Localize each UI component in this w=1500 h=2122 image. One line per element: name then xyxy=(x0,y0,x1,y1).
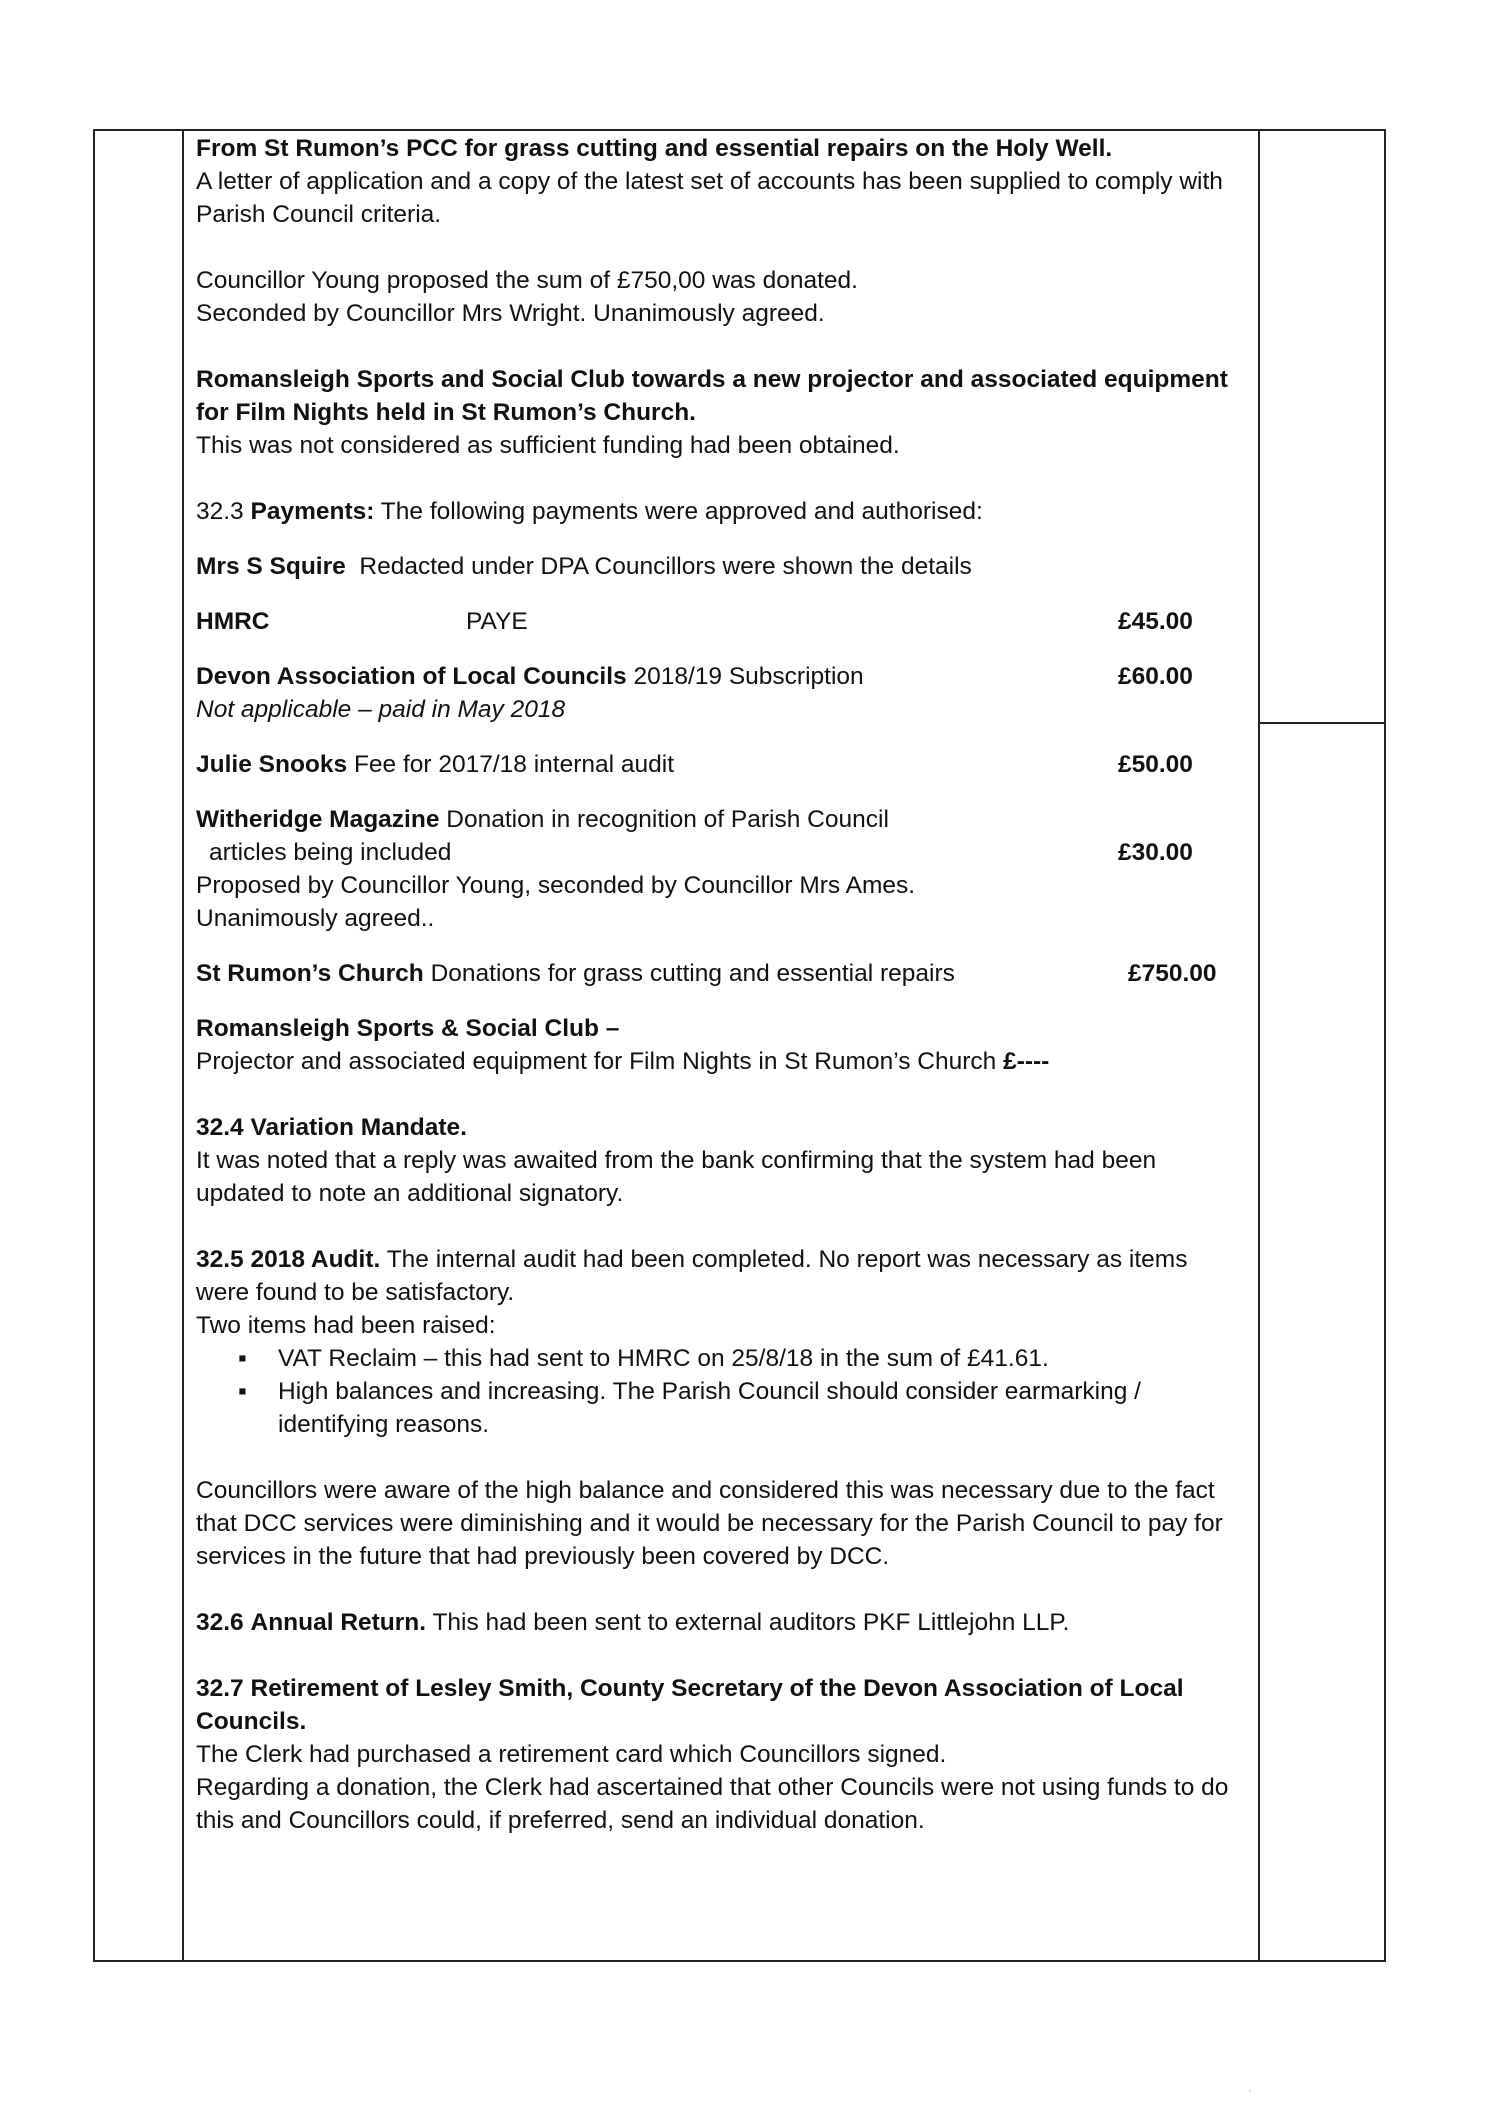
audit-items-intro: Two items had been raised: xyxy=(196,1312,496,1339)
payment-row-witheridge xyxy=(196,803,1246,836)
variation-text: It was noted that a reply was awaited from the bank confirming that the system had been updated to note an additional signatory. xyxy=(196,1147,1157,1207)
audit-bullets xyxy=(238,1342,1246,1441)
audit-para: 32.5 2018 Audit. The internal audit had been completed. No report was necessary as items were found to be satisfactory. xyxy=(196,1246,1188,1306)
audit-followup: Councillors were aware of the high balance and considered this was necessary due to the fact that DCC services were diminishing and it would be necessary for the Parish Council to pay for services in the future that had previously been covered by DCC. xyxy=(196,1477,1223,1570)
club-payee: Romansleigh Sports & Social Club – xyxy=(196,1015,620,1042)
payment-row-club xyxy=(196,1045,1246,1078)
payment-row-dalc xyxy=(196,660,1246,693)
payment-desc: Donations for grass cutting and essential repairs xyxy=(430,960,955,987)
payment-desc: Redacted under DPA Councillors were shown the details xyxy=(359,553,972,580)
pcc-seconded: Seconded by Councillor Mrs Wright. Unanimously agreed. xyxy=(196,300,825,327)
payment-desc-cont: articles being included xyxy=(209,839,452,866)
payment-row-church xyxy=(196,957,1246,990)
club-heading: Romansleigh Sports and Social Club towards a new projector and associated equipment for Film Nights held in St Rumon’s Church. xyxy=(196,366,1228,426)
payment-row-squire xyxy=(196,550,1246,583)
payment-amount: £60.00 xyxy=(1118,663,1193,690)
payment-note: Not applicable – paid in May 2018 xyxy=(196,696,566,723)
payee: HMRC xyxy=(196,608,270,635)
variation-heading: 32.4 Variation Mandate. xyxy=(196,1114,467,1141)
payment-desc: Fee for 2017/18 internal audit xyxy=(353,751,675,778)
retirement-text2: Regarding a donation, the Clerk had ascertained that other Councils were not using funds to do this and Councillors could, if preferred, send an individual donation. xyxy=(196,1774,1229,1834)
payee: Mrs S Squire xyxy=(196,553,346,580)
payment-row-hmrc xyxy=(196,605,1246,638)
club-text: This was not considered as sufficient funding had been obtained. xyxy=(196,432,900,459)
payment-desc: Projector and associated equipment for Film Nights in St Rumon’s Church xyxy=(196,1048,997,1075)
payment-amount: £50.00 xyxy=(1118,751,1193,778)
pcc-heading: From St Rumon’s PCC for grass cutting and essential repairs on the Holy Well. xyxy=(196,135,1113,162)
retirement-text1: The Clerk had purchased a retirement card which Councillors signed. xyxy=(196,1741,947,1768)
witheridge-agreed: Unanimously agreed.. xyxy=(196,905,435,932)
payment-amount: £30.00 xyxy=(1118,839,1193,866)
payee: Devon Association of Local Councils xyxy=(196,663,627,690)
audit-bullet: ▪ High balances and increasing. The Parish Council should consider earmarking / identifying reasons. xyxy=(238,1375,1246,1441)
payment-desc: Donation in recognition of Parish Council xyxy=(446,806,889,833)
payment-amount: £---- xyxy=(1003,1048,1050,1075)
payment-amount: £750.00 xyxy=(1128,960,1217,987)
right-column-divider xyxy=(1258,131,1260,1960)
payee: St Rumon’s Church xyxy=(196,960,424,987)
payment-desc: PAYE xyxy=(466,608,528,635)
minutes-body xyxy=(196,132,1246,1837)
audit-bullet: ▪ VAT Reclaim – this had sent to HMRC on 25/8/18 in the sum of £41.61. xyxy=(238,1342,1246,1375)
witheridge-proposal: Proposed by Councillor Young, seconded by Councillor Mrs Ames. xyxy=(196,872,916,899)
payee: Julie Snooks xyxy=(196,751,348,778)
signature-rule xyxy=(1258,722,1384,724)
payment-row-witheridge-cont xyxy=(196,836,1246,869)
annual-return: 32.6 Annual Return. This had been sent to external auditors PKF Littlejohn LLP. xyxy=(196,1609,1070,1636)
left-column-divider xyxy=(182,131,184,1960)
payments-heading: 32.3 Payments: The following payments were approved and authorised: xyxy=(196,498,983,525)
payee: Witheridge Magazine xyxy=(196,806,440,833)
pcc-proposal: Councillor Young proposed the sum of £750,00 was donated. xyxy=(196,267,858,294)
retirement-heading: 32.7 Retirement of Lesley Smith, County Secretary of the Devon Association of Local Councils. xyxy=(196,1675,1184,1735)
scan-mark: · xyxy=(1248,2085,1252,2097)
payment-amount: £45.00 xyxy=(1118,608,1193,635)
pcc-text: A letter of application and a copy of the latest set of accounts has been supplied to comply with Parish Council criteria. xyxy=(196,168,1223,228)
payment-desc: 2018/19 Subscription xyxy=(633,663,864,690)
payment-row-snooks xyxy=(196,748,1246,781)
